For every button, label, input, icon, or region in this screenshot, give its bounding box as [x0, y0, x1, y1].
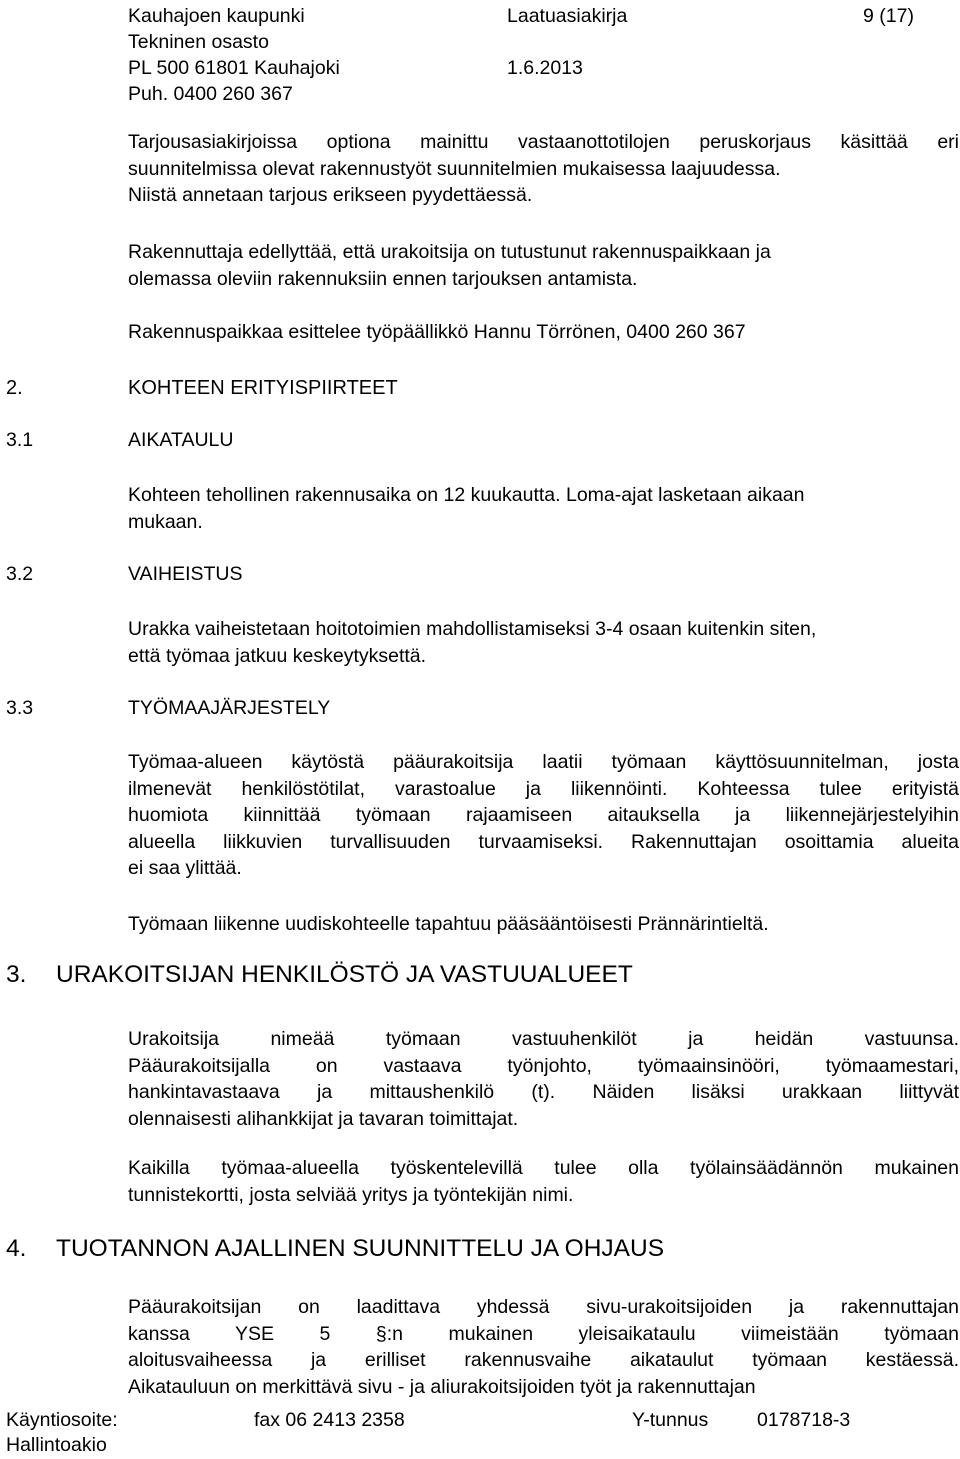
text-line: ilmenevät henkilöstötilat, varastoalue ja liikennöinti. Kohteessa tulee erityistä — [128, 777, 959, 800]
header-org: Kauhajoen kaupunki — [128, 5, 305, 27]
footer-fax: fax 06 2413 2358 — [254, 1409, 405, 1431]
text-line: Niistä annetaan tarjous erikseen pyydettäessä. — [128, 184, 533, 206]
intro-paragraph-2 — [128, 239, 959, 292]
footer-business-id: 0178718-3 — [757, 1409, 851, 1431]
subsection-3-1-title: AIKATAULU — [128, 429, 234, 451]
subsection-3-2-text — [128, 616, 959, 669]
header-doc-title: Laatuasiakirja — [507, 5, 628, 27]
text-line: Pääurakoitsijan on laadittava yhdessä sivu-urakoitsijoiden ja rakennuttajan — [128, 1296, 959, 1318]
footer-business-id-label: Y-tunnus — [632, 1409, 709, 1431]
section-3-paragraph-1 — [128, 1026, 959, 1132]
text-line: ei saa ylittää. — [128, 857, 242, 879]
text-line: alueella liikkuvien turvallisuuden turvaamiseksi. Rakennuttajan osoittamia alueita — [128, 830, 959, 853]
text-line: että työmaa jatkuu keskeytyksettä. — [128, 644, 427, 667]
text-line: suunnitelmissa olevat rakennustyöt suunnitelmien mukaisessa laajuudessa. — [128, 157, 781, 180]
text-line: aloitusvaiheessa ja erilliset rakennusvaihe aikataulut työmaan kestäessä. — [128, 1349, 959, 1371]
section-4-text — [128, 1294, 959, 1400]
subsection-3-3-title: TYÖMAAJÄRJESTELY — [128, 697, 331, 719]
text-line: olemassa oleviin rakennuksiin ennen tarjouksen antamista. — [128, 267, 638, 290]
header-page-number: 9 (17) — [863, 5, 914, 27]
header-phone: Puh. 0400 260 367 — [128, 83, 293, 105]
header-date: 1.6.2013 — [507, 57, 583, 79]
subsection-3-3-number: 3.3 — [6, 697, 34, 719]
text-line: Urakka vaiheistetaan hoitotoimien mahdollistamiseksi 3-4 osaan kuitenkin siten, — [128, 618, 817, 640]
text-line: Pääurakoitsijalla on vastaava työnjohto, työmaainsinööri, työmaamestari, — [128, 1054, 959, 1077]
subsection-3-3-traffic — [128, 911, 959, 938]
text-line: huomiota kiinnittää työmaan rajaamiseen aitauksella ja liikennejärjestelyihin — [128, 804, 959, 826]
subsection-3-3-text — [128, 749, 959, 882]
text-line: Kaikilla työmaa-alueella työskentelevillä tulee olla työlainsäädännön mukainen — [128, 1157, 959, 1179]
text-line: Rakennuttaja edellyttää, että urakoitsija on tutustunut rakennuspaikkaan ja — [128, 241, 771, 263]
footer-admin-label: Hallintoakio — [6, 1434, 107, 1456]
footer-visit-label: Käyntiosoite: — [6, 1409, 118, 1431]
section-2-title: KOHTEEN ERITYISPIIRTEET — [128, 377, 398, 399]
text-line: Urakoitsija nimeää työmaan vastuuhenkilöt ja heidän vastuunsa. — [128, 1028, 959, 1050]
section-3-number: 3. — [6, 961, 27, 988]
intro-paragraph-3 — [128, 319, 959, 346]
text-line: olennaisesti alihankkijat ja tavaran toimittajat. — [128, 1107, 519, 1130]
subsection-3-1-number: 3.1 — [6, 429, 34, 451]
section-3-title: URAKOITSIJAN HENKILÖSTÖ JA VASTUUALUEET — [56, 961, 633, 988]
section-3-paragraph-2 — [128, 1155, 959, 1208]
text-line: Aikatauluun on merkittävä sivu - ja aliurakoitsijoiden työt ja rakennuttajan — [128, 1375, 756, 1398]
text-line: hankintavastaava ja mittaushenkilö (t). Näiden lisäksi urakkaan liittyvät — [128, 1081, 959, 1103]
section-4-title: TUOTANNON AJALLINEN SUUNNITTELU JA OHJAUS — [56, 1235, 665, 1262]
text-line: kanssa YSE 5 §:n mukainen yleisaikataulu viimeistään työmaan — [128, 1322, 959, 1345]
intro-paragraph-1 — [128, 129, 959, 209]
text-line: Tarjousasiakirjoissa optiona mainittu vastaanottotilojen peruskorjaus käsittää eri — [128, 131, 959, 153]
subsection-3-2-title: VAIHEISTUS — [128, 563, 243, 585]
header-department: Tekninen osasto — [128, 31, 269, 53]
text-line: tunnistekortti, josta selviää yritys ja työntekijän nimi. — [128, 1183, 574, 1206]
text-line: mukaan. — [128, 510, 203, 533]
text-line: Työmaan liikenne uudiskohteelle tapahtuu pääsääntöisesti Prännärintieltä. — [128, 913, 769, 935]
text-line: Kohteen tehollinen rakennusaika on 12 kuukautta. Loma-ajat lasketaan aikaan — [128, 484, 805, 506]
section-4-number: 4. — [6, 1235, 27, 1262]
subsection-3-1-text — [128, 482, 959, 535]
text-line: Rakennuspaikkaa esittelee työpäällikkö Hannu Törrönen, 0400 260 367 — [128, 321, 746, 343]
text-line: Työmaa-alueen käytöstä pääurakoitsija laatii työmaan käyttösuunnitelman, josta — [128, 751, 959, 773]
section-2-number: 2. — [6, 377, 23, 399]
subsection-3-2-number: 3.2 — [6, 563, 34, 585]
header-address: PL 500 61801 Kauhajoki — [128, 57, 340, 79]
